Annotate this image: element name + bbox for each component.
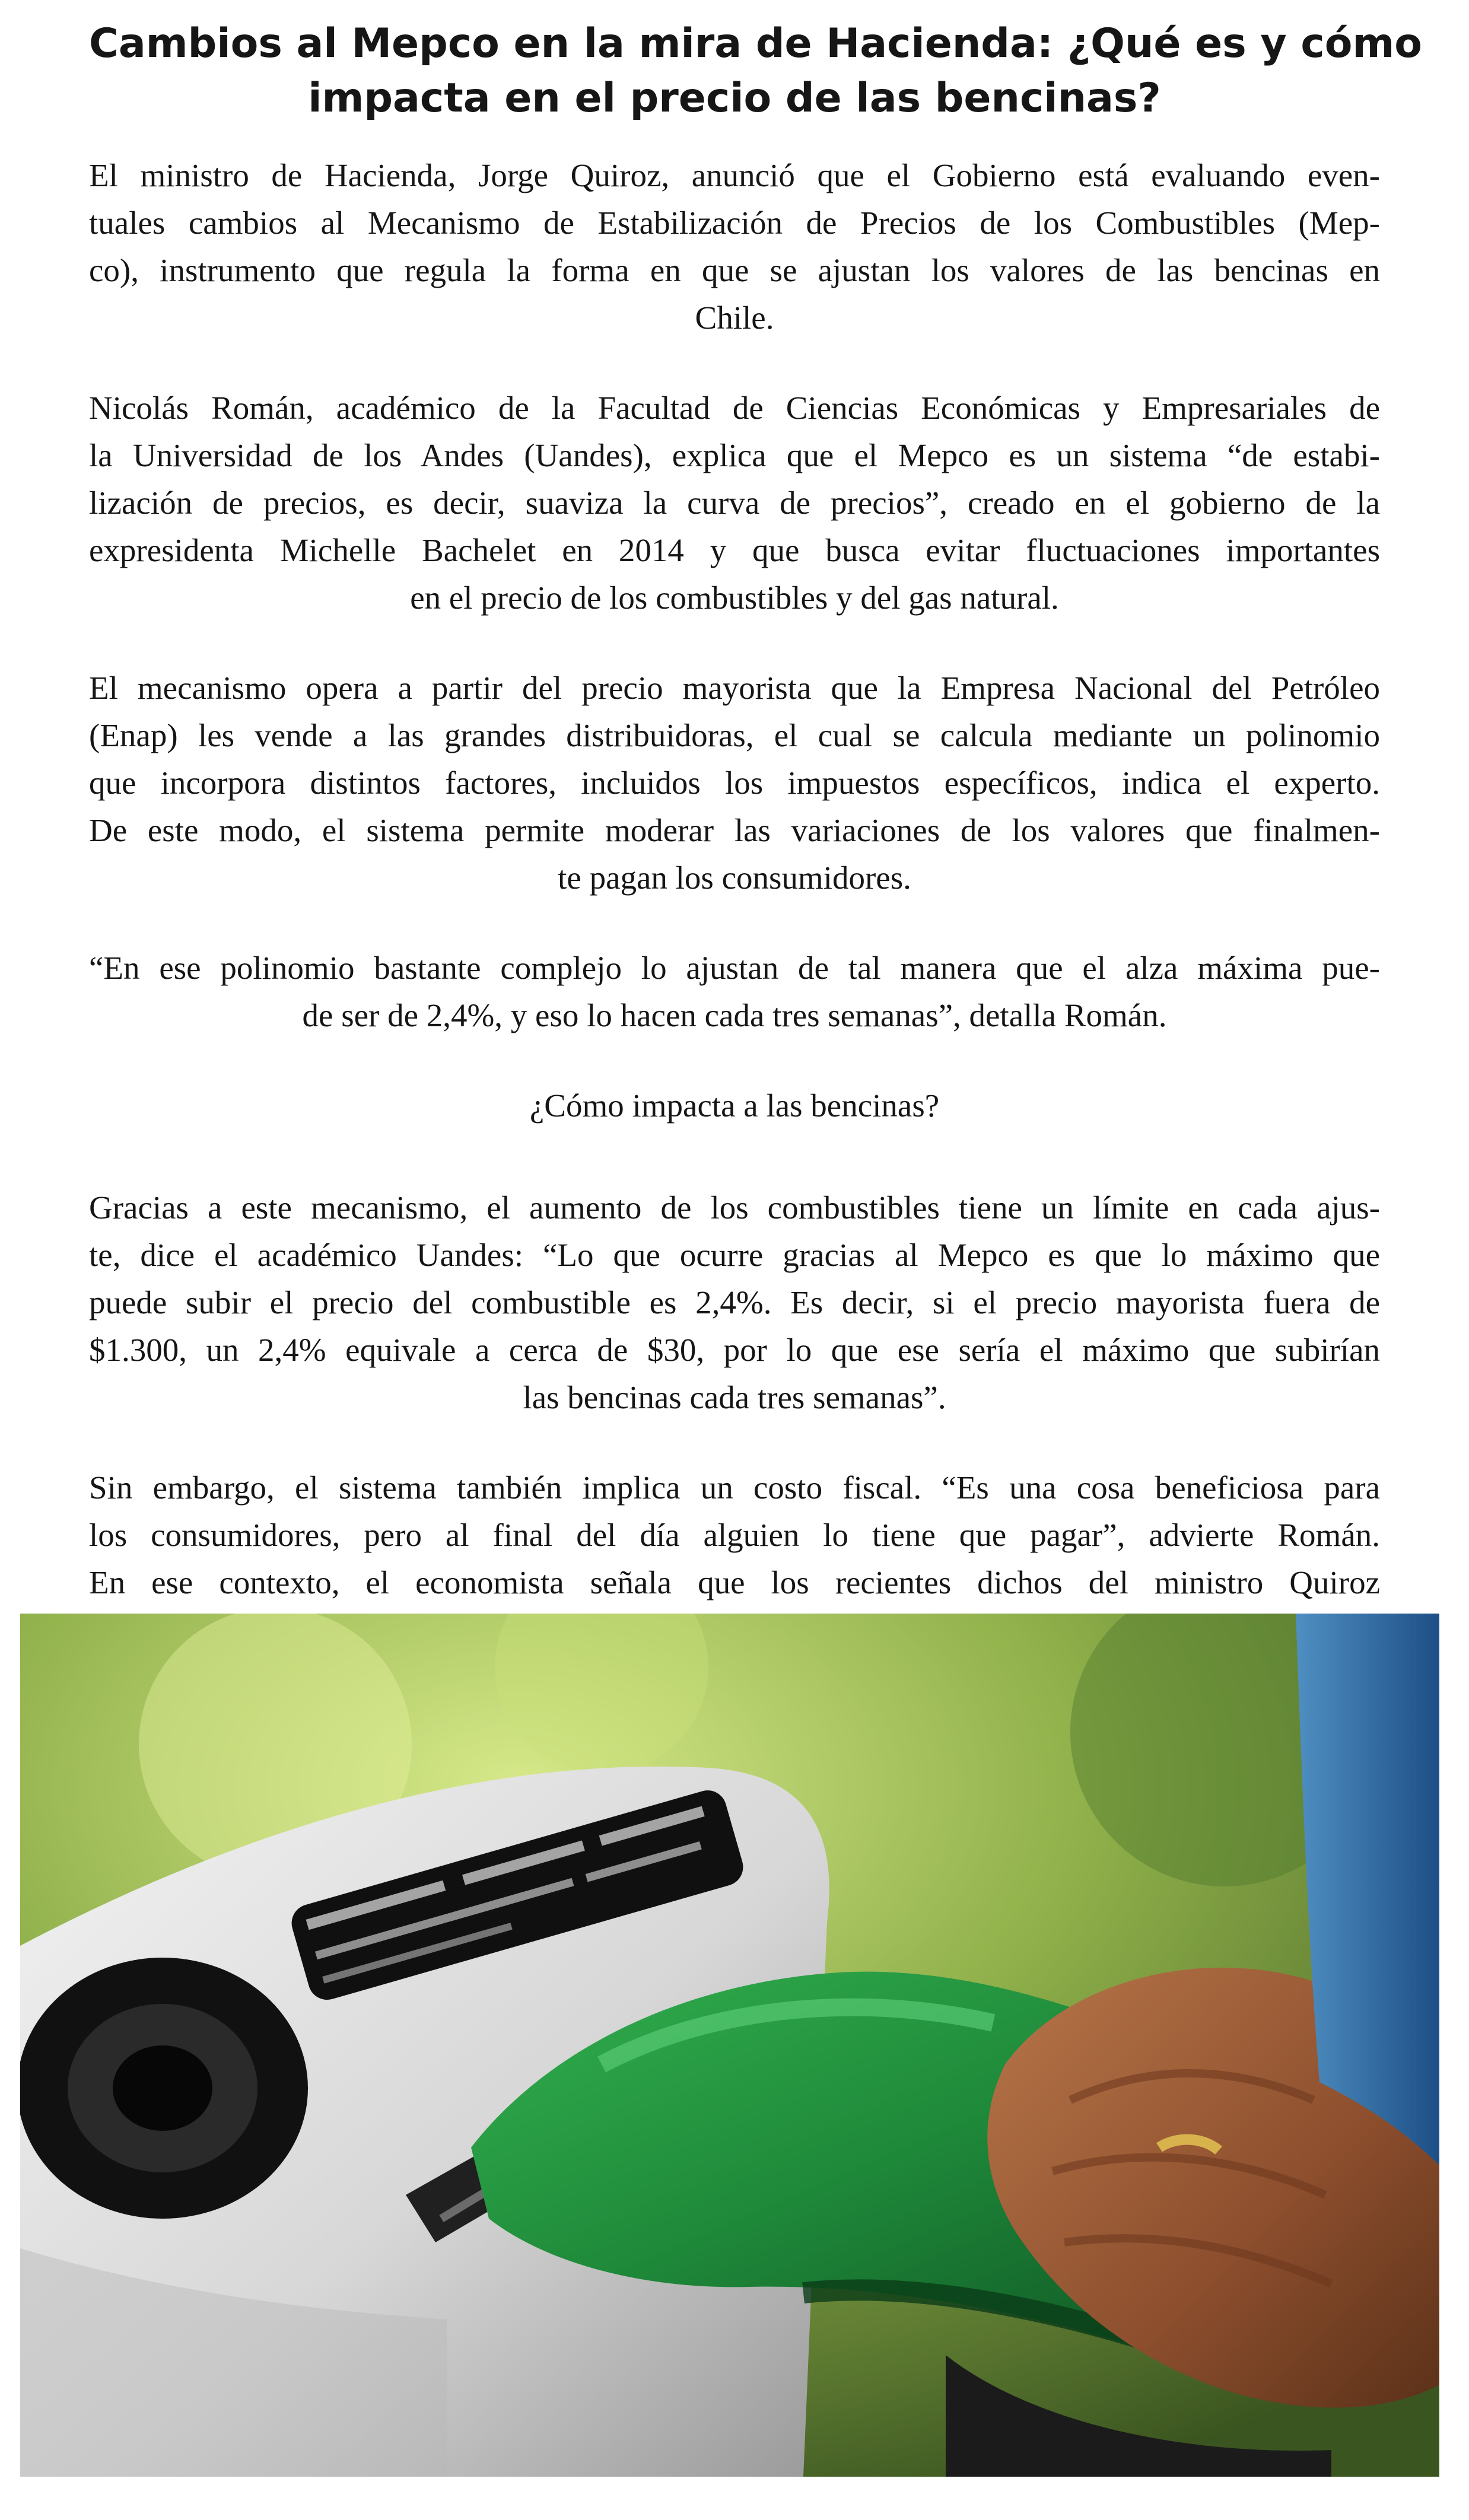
paragraph-line: Sin embargo, el sistema también implica un costo fiscal. “Es una cosa beneficiosa para (89, 1469, 1380, 1506)
paragraph-line: las bencinas cada tres semanas”. (523, 1379, 946, 1415)
article (89, 0, 1423, 1839)
paragraph-line: Chile. (695, 300, 774, 336)
paragraph-line: la Universidad de los Andes (Uandes), explica que el Mepco es un sistema “de estabi- (89, 437, 1380, 473)
paragraph-line: tuales cambios al Mecanismo de Estabilización de Precios de los Combustibles (Mep- (89, 205, 1380, 241)
paragraph-2 (89, 384, 1380, 622)
paragraph-line: El mecanismo opera a partir del precio mayorista que la Empresa Nacional del Petróleo (89, 670, 1380, 706)
paragraph-line: co), instrumento que regula la forma en que se ajustan los valores de las bencinas en (89, 252, 1380, 288)
paragraph-line: “En ese polinomio bastante complejo lo ajustan de tal manera que el alza máxima pue- (89, 950, 1380, 986)
paragraph-3 (89, 664, 1380, 902)
paragraph-line: expresidenta Michelle Bachelet en 2014 y que busca evitar fluctuaciones importantes (89, 532, 1380, 568)
article-body (89, 152, 1380, 1796)
paragraph-line: puede subir el precio del combustible es 2,4%. Es decir, si el precio mayorista fuera de (89, 1284, 1380, 1321)
paragraph-line: (Enap) les vende a las grandes distribuidoras, el cual se calcula mediante un polinomio (89, 717, 1380, 753)
fuel-nozzle-photo (20, 1614, 1439, 2477)
fuel-nozzle-illustration (20, 1614, 1439, 2477)
paragraph-line: te pagan los consumidores. (558, 860, 911, 896)
title-line: impacta en el precio de las bencinas? (308, 75, 1161, 122)
paragraph-line: que incorpora distintos factores, incluidos los impuestos específicos, indica el experto. (89, 765, 1380, 801)
paragraph-4 (89, 944, 1380, 1039)
paragraph-line: El ministro de Hacienda, Jorge Quiroz, anunció que el Gobierno está evaluando even- (89, 157, 1380, 193)
paragraph-line: los consumidores, pero al final del día alguien lo tiene que pagar”, advierte Román. (89, 1517, 1380, 1553)
paragraph-line: En ese contexto, el economista señala que los recientes dichos del ministro Quiroz (89, 1564, 1380, 1601)
article-title (89, 0, 1423, 126)
paragraph-line: de ser de 2,4%, y eso lo hacen cada tres semanas”, detalla Román. (302, 997, 1167, 1033)
paragraph-line: en el precio de los combustibles y del gas natural. (410, 580, 1059, 616)
section-subheading: ¿Cómo impacta a las bencinas? (529, 1087, 940, 1124)
paragraph-line: $1.300, un 2,4% equivale a cerca de $30, por lo que ese sería el máximo que subirían (89, 1332, 1380, 1368)
paragraph-line: Nicolás Román, académico de la Facultad de Ciencias Económicas y Empresariales de (89, 390, 1380, 426)
paragraph-1 (89, 152, 1380, 342)
paragraph-line: te, dice el académico Uandes: “Lo que ocurre gracias al Mepco es que lo máximo que (89, 1237, 1380, 1273)
paragraph-line: lización de precios, es decir, suaviza la curva de precios”, creado en el gobierno de la (89, 485, 1380, 521)
paragraph-5 (89, 1184, 1380, 1421)
paragraph-line: Gracias a este mecanismo, el aumento de los combustibles tiene un límite en cada ajus- (89, 1189, 1380, 1226)
title-line: Cambios al Mepco en la mira de Hacienda: ¿Qué es y cómo (89, 20, 1423, 67)
paragraph-line: De este modo, el sistema permite moderar las variaciones de los valores que finalmen- (89, 812, 1380, 848)
